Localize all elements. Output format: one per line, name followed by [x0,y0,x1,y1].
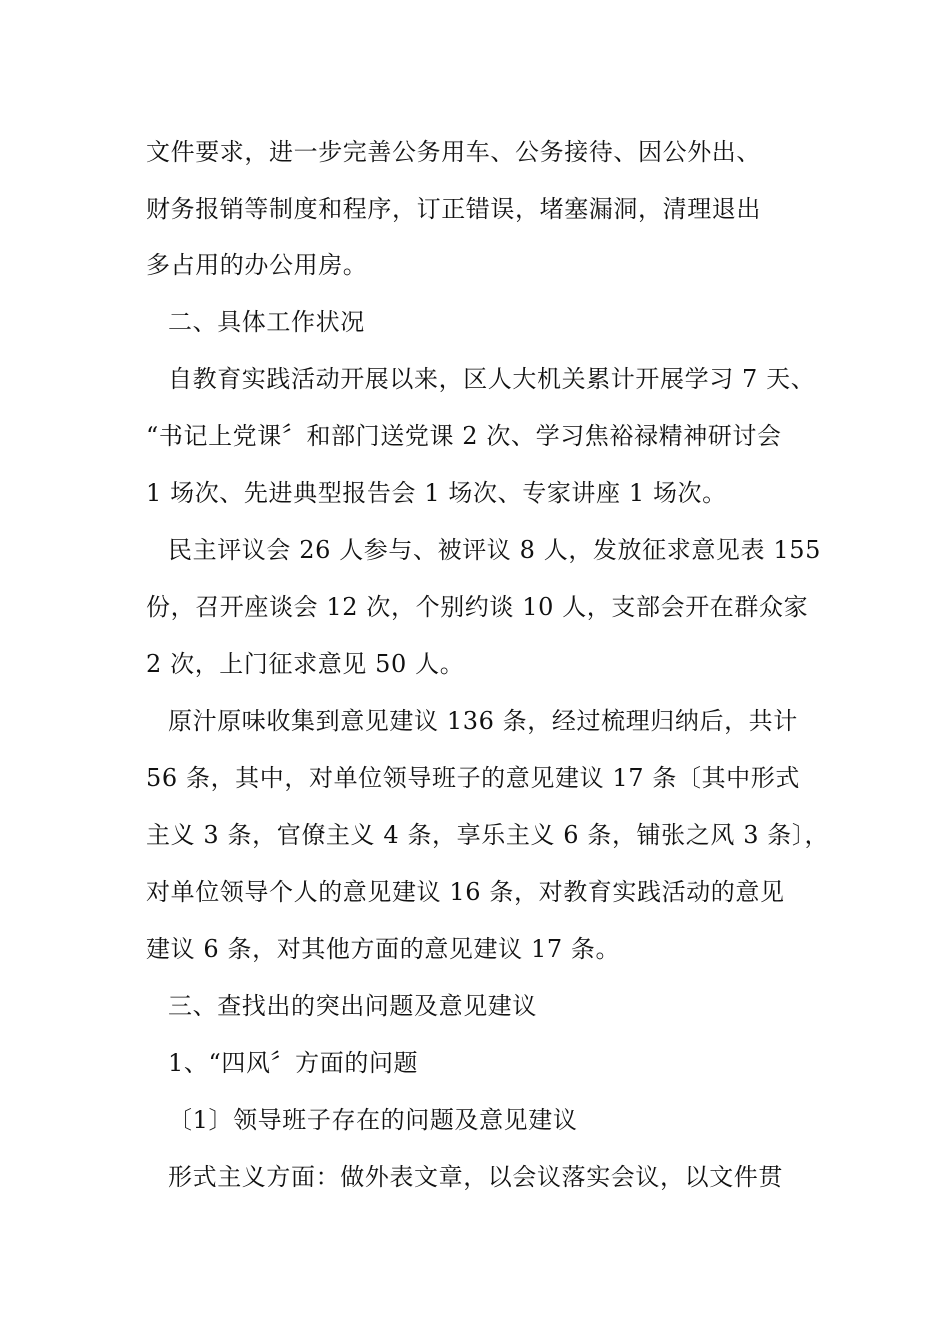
text-line-5: 自教育实践活动开展以来，区人大机关累计开展学习 7 天、 [168,365,816,393]
subheading-leadership-issues: 〔1〕领导班子存在的问题及意见建议 [168,1106,578,1134]
text-line-1: 文件要求，进一步完善公务用车、公务接待、因公外出、 [146,138,761,166]
text-line-15: 建议 6 条，对其他方面的意见建议 17 条。 [146,935,621,963]
text-line-11: 原汁原味收集到意见建议 136 条，经过梳理归纳后，共计 [168,707,798,735]
subheading-four-winds: 1、“四风〞方面的问题 [168,1049,419,1077]
text-line-7: 1 场次、先进典型报告会 1 场次、专家讲座 1 场次。 [146,479,727,507]
section-heading-2: 二、具体工作状况 [168,308,365,336]
section-heading-3: 三、查找出的突出问题及意见建议 [168,992,537,1020]
text-line-13: 主义 3 条，官僚主义 4 条，享乐主义 6 条，铺张之风 3 条〕， [146,821,830,849]
text-line-2: 财务报销等制度和程序，订正错误，堵塞漏洞，清理退出 [146,195,761,223]
text-line-8: 民主评议会 26 人参与、被评议 8 人，发放征求意见表 155 [168,536,821,564]
text-line-9: 份，召开座谈会 12 次，个别约谈 10 人，支部会开在群众家 [146,593,809,621]
text-line-6: “书记上党课〞和部门送党课 2 次、学习焦裕禄精神研讨会 [146,422,782,450]
text-line-14: 对单位领导个人的意见建议 16 条，对教育实践活动的意见 [146,878,785,906]
text-line-10: 2 次，上门征求意见 50 人。 [146,650,465,678]
text-line-19: 形式主义方面：做外表文章，以会议落实会议，以文件贯 [168,1163,783,1191]
text-line-12: 56 条，其中，对单位领导班子的意见建议 17 条〔其中形式 [146,764,800,792]
text-line-3: 多占用的办公用房。 [146,251,368,279]
